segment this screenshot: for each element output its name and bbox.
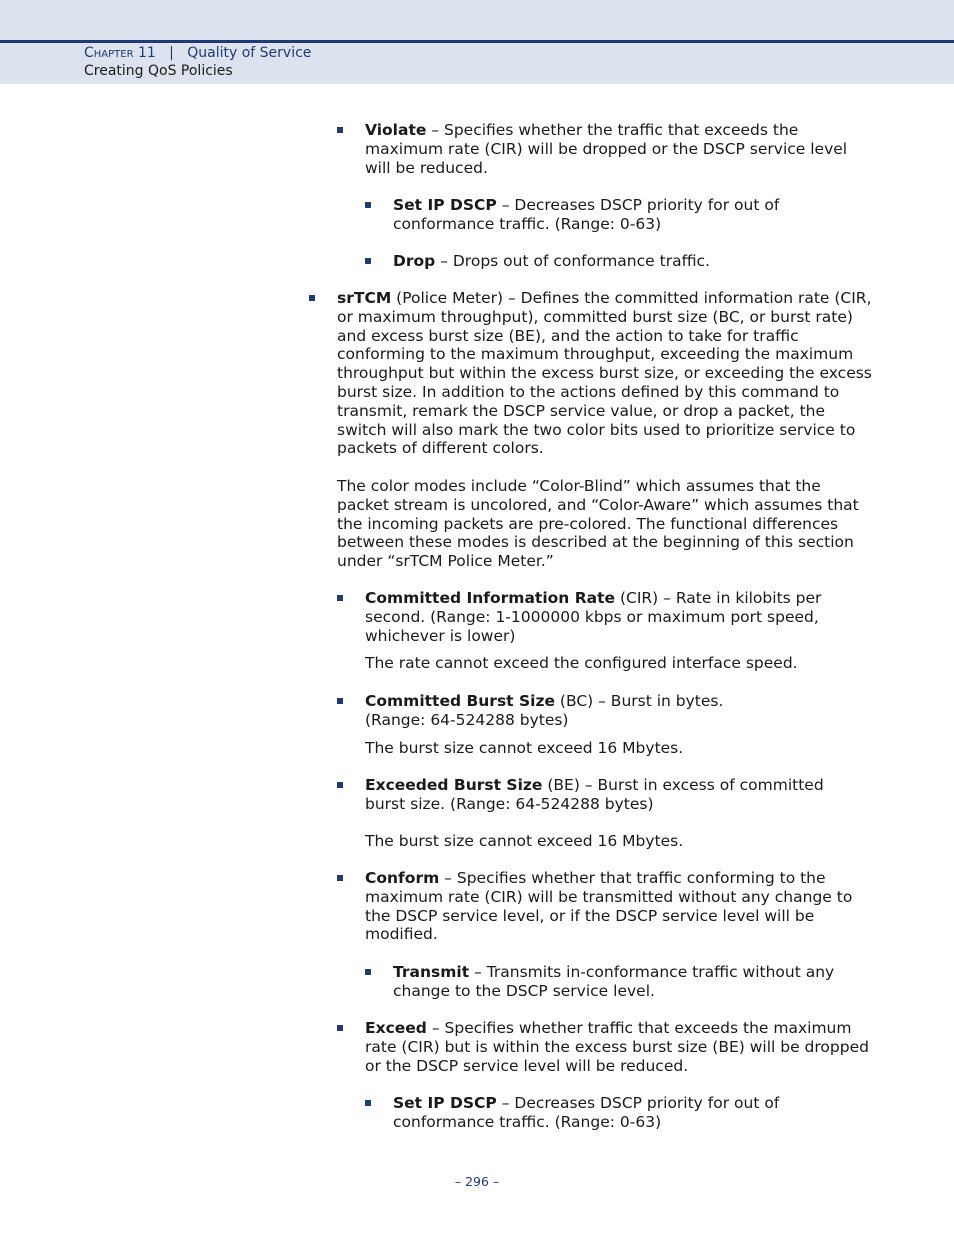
list-item-exceed	[365, 1019, 870, 1075]
chapter-title: Quality of Service	[187, 45, 312, 61]
bullet-icon	[337, 698, 343, 704]
list-item-violate-set-ip-dscp	[393, 196, 853, 234]
description: – Specifies whether the traffic that exceeds the maximum rate (CIR) will be dropped or the DSCP service level will be reduced.	[365, 121, 848, 177]
description: – Decreases DSCP priority for out of conformance traffic. (Range: 0-63)	[393, 196, 780, 233]
chapter-label: Chapter 11	[84, 45, 156, 61]
list-item-conform-transmit	[393, 963, 863, 1001]
description: – Transmits in-conformance traffic without any change to the DSCP service level.	[393, 963, 835, 1000]
term: Violate	[365, 121, 427, 139]
header-rule	[0, 40, 954, 43]
description: – Decreases DSCP priority for out of conformance traffic. (Range: 0-63)	[393, 1094, 780, 1131]
description: – Specifies whether that traffic conforming to the maximum rate (CIR) will be transmitted without any change to the DSCP service level, or if the DSCP service level will be modified.	[365, 869, 853, 944]
list-item-violate-drop	[393, 252, 853, 271]
header-separator: |	[169, 45, 174, 61]
term: Exceeded Burst Size	[365, 776, 543, 794]
term: Exceed	[365, 1019, 427, 1037]
term: Committed Information Rate	[365, 589, 616, 607]
description: (Police Meter) – Defines the committed information rate (CIR, or maximum throughput), committed burst size (BC, or burst rate) and excess burst size (BE), and the action to take for traffic conforming to the maximum throughput, exceeding the maximum throughput but within the excess burst size, or exceeding the excess burst size. In addition to the actions defined by this command to transmit, remark the DSCP service value, or drop a packet, the switch will also mark the two color bits used to prioritize service to packets of different colors.	[337, 289, 872, 458]
bullet-icon	[309, 295, 315, 301]
term: Drop	[393, 252, 436, 270]
bullet-icon	[365, 258, 371, 264]
bullet-icon	[337, 1025, 343, 1031]
list-item-conform	[365, 869, 870, 944]
list-item-exceed-set-ip-dscp	[393, 1094, 853, 1132]
list-item-violate	[365, 121, 870, 177]
cir-note: The rate cannot exceed the configured interface speed.	[365, 654, 798, 672]
term: Conform	[365, 869, 440, 887]
term: Transmit	[393, 963, 470, 981]
description: – Specifies whether traffic that exceeds the maximum rate (CIR) but is within the excess burst size (BE) will be dropped or the DSCP service level will be reduced.	[365, 1019, 869, 1075]
list-item-bc	[365, 692, 865, 730]
description: (CIR) – Rate in kilobits per second. (Range: 1-1000000 kbps or maximum port speed, whichever is lower)	[365, 589, 822, 645]
term: Set IP DSCP	[393, 196, 497, 214]
term: Set IP DSCP	[393, 1094, 497, 1112]
description: (BC) – Burst in bytes.	[555, 692, 724, 710]
bullet-icon	[365, 1100, 371, 1106]
chapter-heading	[84, 45, 311, 61]
bullet-icon	[365, 202, 371, 208]
bullet-icon	[337, 875, 343, 881]
page-number: – 296 –	[454, 1174, 500, 1189]
color-modes-paragraph: The color modes include “Color-Blind” which assumes that the packet stream is uncolored, and “Color-Aware” which assumes that the incoming packets are pre-colored. The functional differences between these modes is described at the beginning of this section under “srTCM Police Meter.”	[337, 477, 859, 571]
bullet-icon	[337, 127, 343, 133]
list-item-srtcm	[337, 289, 872, 458]
bullet-icon	[337, 782, 343, 788]
description: – Drops out of conformance traffic.	[435, 252, 710, 270]
list-item-be	[365, 776, 850, 814]
section-title: Creating QoS Policies	[84, 63, 233, 79]
bullet-icon	[365, 969, 371, 975]
bc-note: The burst size cannot exceed 16 Mbytes.	[365, 739, 684, 757]
bullet-icon	[337, 595, 343, 601]
list-item-cir	[365, 589, 850, 645]
description-range: (Range: 64-524288 bytes)	[365, 710, 569, 729]
be-note: The burst size cannot exceed 16 Mbytes.	[365, 832, 684, 850]
term: Committed Burst Size	[365, 692, 555, 710]
description: (BE) – Burst in excess of committed burst size. (Range: 64-524288 bytes)	[365, 776, 824, 813]
term: srTCM	[337, 289, 392, 307]
